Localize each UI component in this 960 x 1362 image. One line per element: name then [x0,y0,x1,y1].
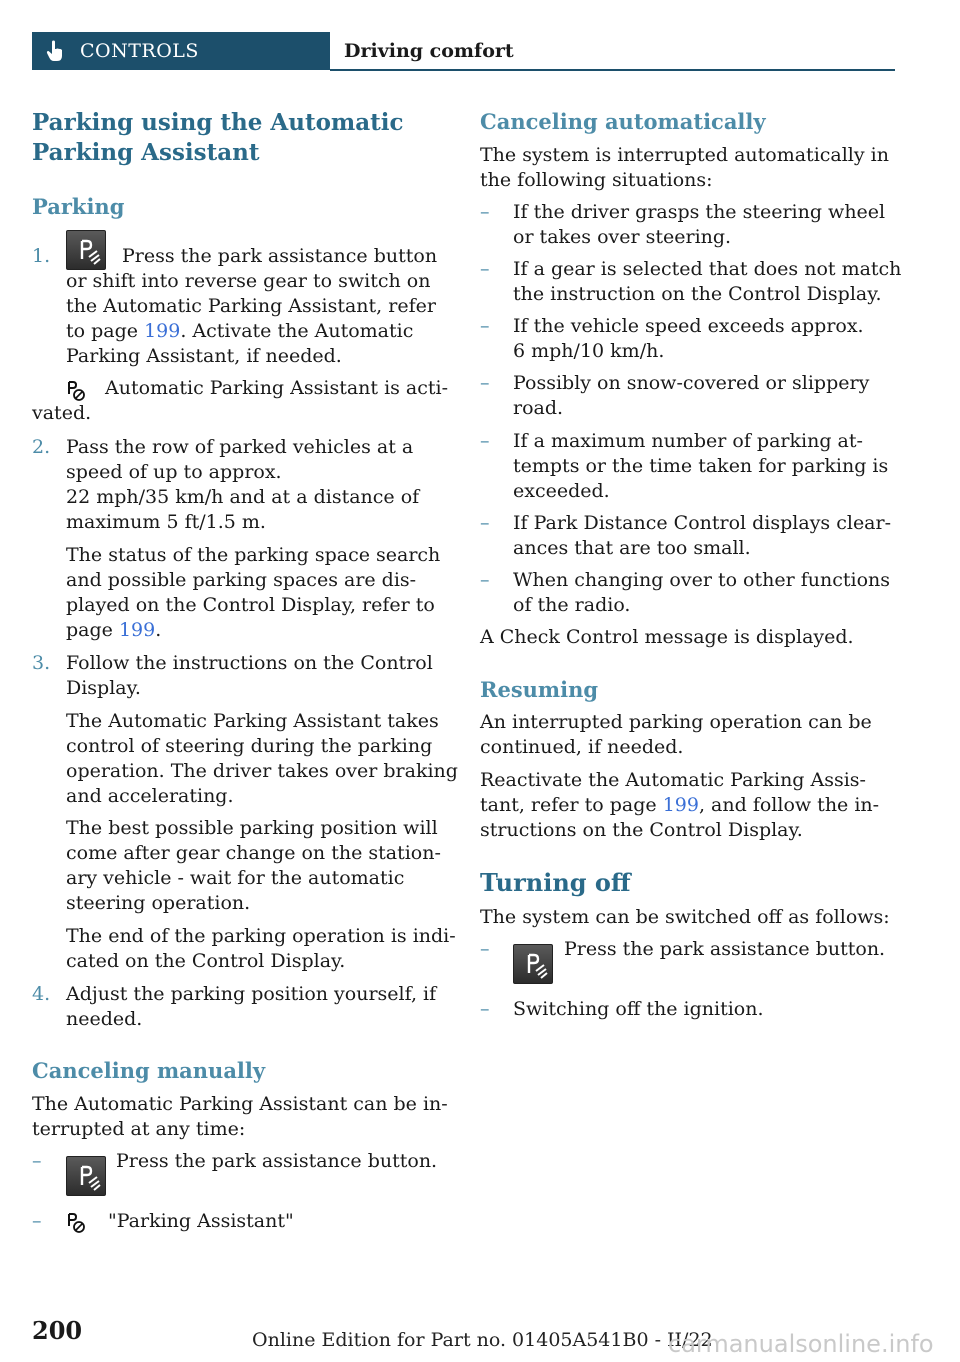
list-item-line: When changing over to other functions [513,569,891,591]
canceling-manually-line1: The Automatic Parking Assistant can be in- [32,1093,448,1115]
step4-line1: Adjust the parking position yourself, if [66,983,437,1005]
step1-line5: Parking Assistant, if needed. [66,345,342,367]
list-item-line: 6 mph/10 km/h. [513,340,665,362]
header-rule [330,69,895,71]
step1-line4: to page 199. Activate the Automatic [66,320,414,342]
page-link[interactable]: 199 [662,794,699,816]
list-item-line: road. [513,397,564,419]
watermark: carmanualsonline.info [668,1330,934,1358]
step3-para-b4: steering operation. [66,892,251,914]
list-item-line: the instruction on the Control Display. [513,283,882,305]
list-item-line: of the radio. [513,594,631,616]
list-item-line: If a maximum number of parking at- [513,430,863,452]
chapter-title: Driving comfort [344,40,514,62]
hand-pointer-icon [46,40,64,62]
resuming-line2: continued, if needed. [480,736,684,758]
list-item-line: If the driver grasps the steering wheel [513,201,886,223]
page-link[interactable]: 199 [144,320,181,342]
step3-para-a4: and accelerating. [66,785,234,807]
reactivate-line3: structions on the Control Display. [480,819,803,841]
resuming-line1: An interrupted parking operation can be [480,711,872,733]
bullet-dash: – [32,1150,42,1172]
step2-line3: 22 mph/35 km/h and at a distance of [66,486,420,508]
step1-line3: the Automatic Parking Assistant, refer [66,295,436,317]
bullet-dash: – [32,1210,42,1232]
list-item-line: If Park Distance Control displays clear- [513,512,892,534]
step2-para-line3: played on the Control Display, refer to [66,594,435,616]
bullet-dash: – [480,430,490,452]
step3-para-a1: The Automatic Parking Assistant takes [66,710,439,732]
turning-off-intro: The system can be switched off as follows: [480,906,890,928]
cm-item2-text: "Parking Assistant" [108,1210,294,1232]
page-link[interactable]: 199 [118,619,156,641]
park-assistance-button-icon [66,230,106,270]
cm-item1-text: Press the park assistance button. [116,1150,438,1172]
step3-para-c2: cated on the Control Display. [66,950,346,972]
step1-line2: or shift into reverse gear to switch on [66,270,431,292]
step3-para-b2: come after gear change on the station- [66,842,441,864]
step2-line4: maximum 5 ft/1.5 m. [66,511,266,533]
reactivate-line1: Reactivate the Automatic Parking Assis- [480,769,866,791]
bullet-dash: – [480,258,490,280]
step2-para-line4: page 199. [66,619,162,641]
section-title-line2: Parking Assistant [32,139,260,166]
step2-para-line1: The status of the parking space search [66,544,441,566]
step2-para-line2: and possible parking spaces are dis- [66,569,417,591]
list-item-line: If the vehicle speed exceeds approx. [513,315,864,337]
list-item-line: ances that are too small. [513,537,751,559]
intro-line1: The system is interrupted automatically in [480,144,889,166]
step3-para-b1: The best possible parking position will [66,817,438,839]
step3-para-c1: The end of the parking operation is indi- [66,925,456,947]
bullet-dash: – [480,569,490,591]
step3-para-a3: operation. The driver takes over braking [66,760,458,782]
section-label: CONTROLS [80,40,199,62]
bullet-dash: – [480,512,490,534]
parking-heading: Parking [32,194,125,219]
bullet-dash: – [480,938,490,960]
step1-note-line1: Automatic Parking Assistant is acti- [105,377,449,399]
bullet-dash: – [480,315,490,337]
step2-line1: Pass the row of parked vehicles at a [66,436,414,458]
step3-para-b3: ary vehicle - wait for the automatic [66,867,405,889]
page-header [32,32,895,72]
section-tab [32,32,330,70]
intro-line2: the following situations: [480,169,713,191]
list-item-line: tempts or the time taken for parking is [513,455,889,477]
park-assistance-button-icon [513,944,553,984]
park-assistance-button-icon [66,1156,106,1196]
edition-footer: Online Edition for Part no. 01405A541B0 - II/22 [252,1329,713,1351]
list-item-line: or takes over steering. [513,226,732,248]
step3-line2: Display. [66,677,141,699]
to-item1-text: Press the park assistance button. [564,938,886,960]
list-item-line: If a gear is selected that does not match [513,258,902,280]
resuming-heading: Resuming [480,677,599,702]
canceling-automatically-heading: Canceling automatically [480,109,766,134]
list-item-line: exceeded. [513,480,610,502]
step3-para-a2: control of steering during the parking [66,735,433,757]
step-number: 2. [32,436,51,458]
parking-assistant-indicator-icon [65,380,87,402]
turning-off-heading: Turning off [480,868,631,897]
step3-line1: Follow the instructions on the Control [66,652,433,674]
to-item2-text: Switching off the ignition. [513,998,764,1020]
reactivate-line2: tant, refer to page 199, and follow the in- [480,794,880,816]
canceling-manually-line2: terrupted at any time: [32,1118,246,1140]
bullet-dash: – [480,201,490,223]
bullet-dash: – [480,372,490,394]
bullet-dash: – [480,998,490,1020]
step1-note-line2: vated. [32,402,92,424]
page-number: 200 [32,1316,83,1345]
list-item-line: Possibly on snow-covered or slippery [513,372,870,394]
canceling-manually-heading: Canceling manually [32,1058,266,1083]
step-number: 1. [32,245,51,267]
parking-assistant-indicator-icon [65,1212,87,1234]
check-control-text: A Check Control message is displayed. [480,626,854,648]
step-number: 4. [32,983,51,1005]
section-title-line1: Parking using the Automatic [32,109,404,136]
step2-line2: speed of up to approx. [66,461,282,483]
step1-line1: Press the park assistance button [122,245,438,267]
step-number: 3. [32,652,51,674]
step4-line2: needed. [66,1008,143,1030]
